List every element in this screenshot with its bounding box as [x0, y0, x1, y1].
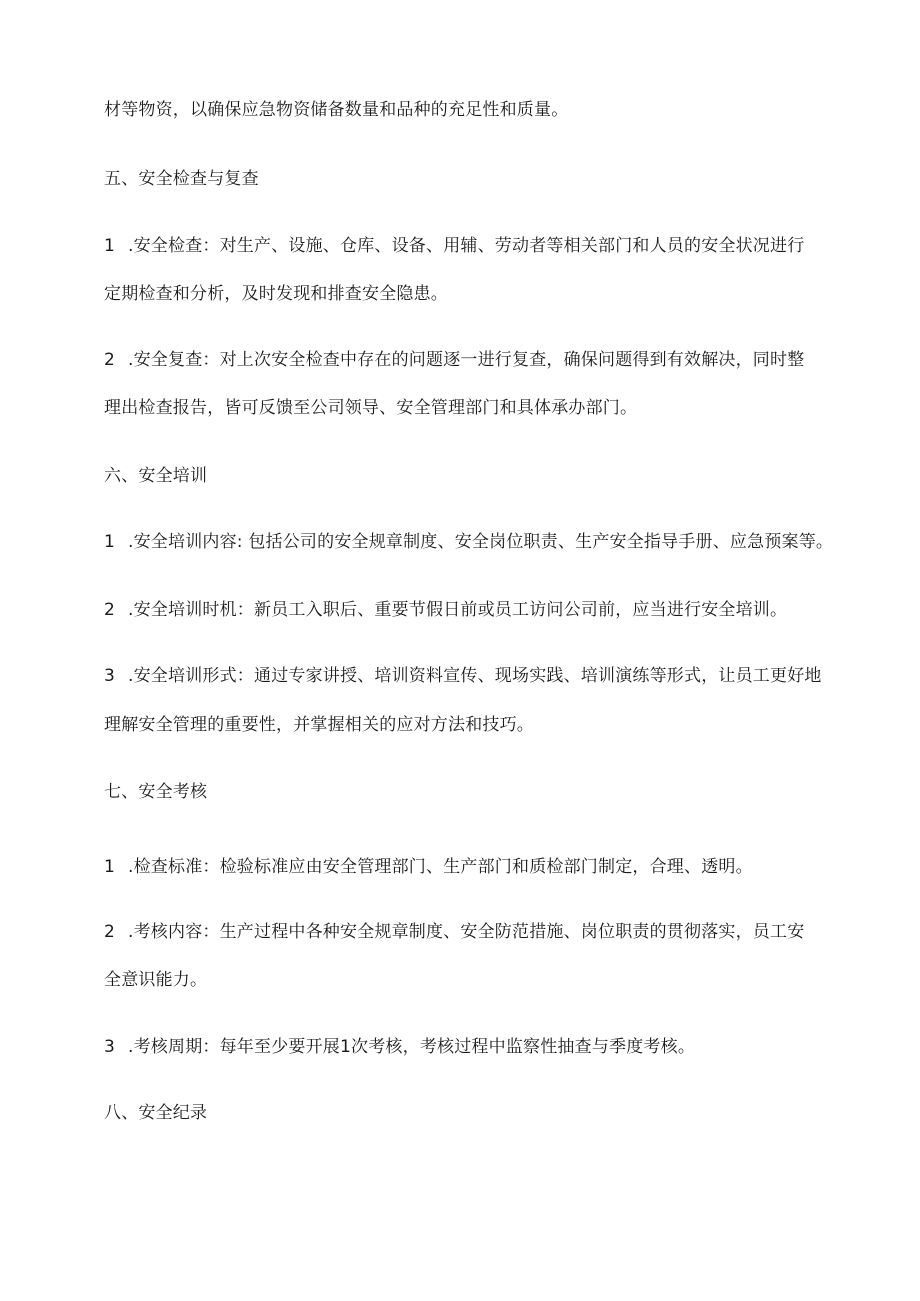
- list-item: [104, 855, 753, 879]
- list-item: [104, 1035, 695, 1059]
- list-item: [104, 920, 804, 944]
- list-item-text: .安全培训形式：通过专家讲授、培训资料宣传、现场实践、培训演练等形式，让员工更好地: [128, 666, 822, 686]
- list-item-text: .安全检查：对生产、设施、仓库、设备、用辅、劳动者等相关部门和人员的安全状况进行: [128, 236, 805, 256]
- list-item-text: .考核内容：生产过程中各种安全规章制度、安全防范措施、岗位职责的贯彻落实，员工安: [128, 922, 805, 942]
- list-item: [104, 234, 804, 258]
- list-item-number: 3: [104, 666, 116, 686]
- section-heading-7: 七、安全考核: [104, 782, 208, 802]
- list-item-number: 2: [104, 600, 116, 620]
- list-item-number: 1: [104, 857, 116, 877]
- list-item-continuation: 定期检查和分析，及时发现和排查安全隐患。: [104, 284, 448, 304]
- paragraph-text: 材等物资，以确保应急物资储备数量和品种的充足性和质量。: [104, 100, 569, 120]
- section-heading-8: 八、安全纪录: [104, 1103, 208, 1123]
- list-item-continuation: 理解安全管理的重要性，并掌握相关的应对方法和技巧。: [104, 715, 534, 735]
- list-item-number: 1: [104, 532, 116, 552]
- list-item: [104, 598, 787, 622]
- list-item: [104, 530, 833, 554]
- section-heading-5: 五、安全检查与复查: [104, 169, 259, 189]
- list-item-text: .检查标准：检验标准应由安全管理部门、生产部门和质检部门制定，合理、透明。: [128, 857, 753, 877]
- list-item-continuation: 理出检查报告，皆可反馈至公司领导、安全管理部门和具体承办部门。: [104, 398, 638, 418]
- list-item-number: 2: [104, 350, 116, 370]
- list-item-number: 3: [104, 1037, 116, 1057]
- list-item-number: 2: [104, 922, 116, 942]
- list-item: [104, 348, 804, 372]
- list-item-text: .安全复查：对上次安全检查中存在的问题逐一进行复查，确保问题得到有效解决，同时整: [128, 350, 805, 370]
- list-item-text: .考核周期：每年至少要开展1次考核，考核过程中监察性抽查与季度考核。: [128, 1037, 696, 1057]
- list-item: [104, 664, 822, 688]
- list-item-text: .安全培训内容: 包括公司的安全规章制度、安全岗位职责、生产安全指导手册、应急预案等。: [128, 532, 834, 552]
- list-item-number: 1: [104, 236, 116, 256]
- section-heading-6: 六、安全培训: [104, 466, 208, 486]
- list-item-text: .安全培训时机：新员工入职后、重要节假日前或员工访问公司前，应当进行安全培训。: [128, 600, 788, 620]
- list-item-continuation: 全意识能力。: [104, 970, 208, 990]
